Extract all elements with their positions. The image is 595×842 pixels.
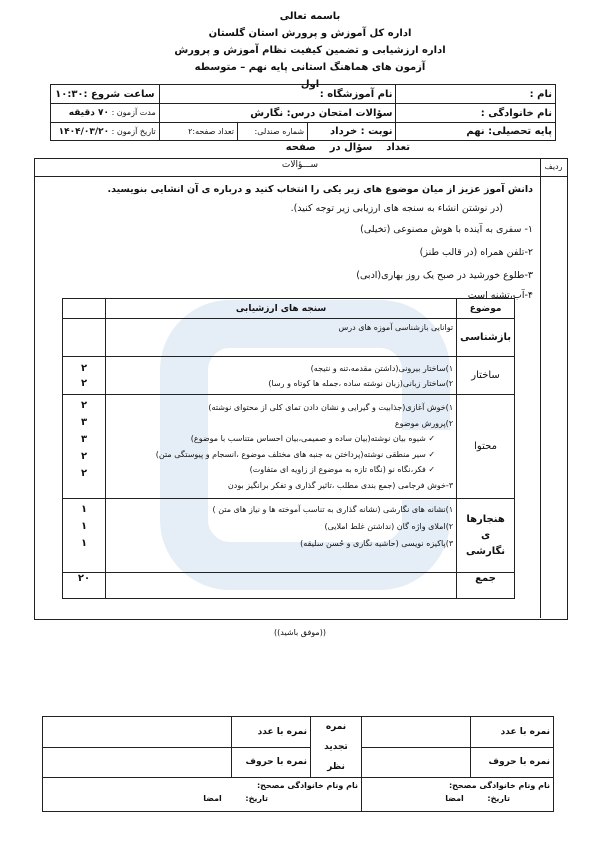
footer-score-num-label: نمره با عدد [471,717,554,748]
row-header: ردیف [544,162,563,171]
questions-title: ســـؤالات [281,160,319,170]
corrector-label: نام ونام خانوادگی مصحح: [256,781,358,790]
footer-revision-num-box[interactable] [43,717,232,748]
corrector-date-sign [46,794,358,803]
seat-cell: شماره صندلی: [237,123,307,141]
rubric-topic-header: موضوع [457,299,515,319]
date-label: تاریخ: [487,794,510,803]
footer-score-num-box[interactable] [362,717,471,748]
intro-line-2: (در نوشتن انشاء به سنجه های ارزیابی زیر توجه کنید). [290,203,503,214]
rubric-item: ۱)ساختار بیرونی(داشتن مقدمه،تنه و نتیجه) [310,363,454,373]
rubric-score: ۲ [80,468,88,479]
rubric-topic-structure: ساختار [457,357,515,395]
rubric-total-label: جمع [457,573,515,599]
footer-revision-num-label: نمره با عدد [232,717,311,748]
row-column-divider [540,158,541,618]
rubric-scores-content [63,395,106,499]
footer-score-word-label: نمره با حروف [471,747,554,778]
school-name-cell: نام آموزشگاه : [159,85,396,104]
rubric-score: ۱ [80,538,88,549]
page-count-cell: تعداد صفحه:۲ [159,123,237,141]
topic-item-4: ۴-آب،تشنه است [467,290,533,301]
check-icon: ✓ [425,434,436,443]
sign-label: امضا [203,794,222,803]
rubric-topic-content: محتوا [457,395,515,499]
rubric-items-writing-norms [106,499,457,573]
rubric-item: ۲)ساختار زبانی(زبان نوشته ساده ،جمله ها کوتاه و رسا) [268,378,454,388]
rubric-scores-structure [63,357,106,395]
rubric-item: ۲)املای واژه گان (نداشتن غلط املایی) [324,522,454,531]
rubric-items-structure [106,357,457,395]
rubric-criteria-header: سنجه های ارزشیابی [106,299,457,319]
rubric-subitem: ✓ فکر،نگاه نو (نگاه تازه به موضوع از زاویه ای متفاوت) [249,465,436,474]
rubric-score: ۱ [80,504,88,515]
footer-score-word-box[interactable] [362,747,471,778]
footer-table [42,716,554,812]
header-line-1: اداره کل آموزش و پرورش استان گلستان [208,28,412,39]
student-name-cell[interactable]: نام : [396,85,556,104]
footer-corrector-2[interactable] [43,778,362,812]
footer-revision-word-box[interactable] [43,747,232,778]
rubric-item: ۱)نشانه های نگارشی (نشانه گذاری به تناسب آموخته ها و نیاز های متن ) [212,505,454,514]
student-family-cell[interactable]: نام خانوادگی : [396,104,556,123]
rubric-table [62,298,515,599]
check-icon: ✓ [425,449,436,459]
intro-line-1: دانش آموز عزیز از میان موضوع های زیر یکی را انتخاب کنید و درباره ی آن انشایی بنویسید. [107,184,533,195]
rubric-score: ۱ [80,521,88,532]
rubric-score: ۳ [80,417,88,428]
rubric-item: ۳-خوش فرجامی (جمع بندی مطلب ،تاثیر گذاری و تفکر برانگیز بودن [227,480,454,490]
rubric-score [63,319,106,357]
date-label: تاریخ آزمون : [111,126,156,136]
header-line-3: آزمون های هماهنگ استانی پایه نهم – متوسطه اول [194,62,426,90]
topic-item-1: ۱- سفری به آینده با هوش مصنوعی (تخیلی) [360,224,533,235]
rubric-item: توانایی بازشناسی آموزه های درس [106,319,457,357]
rubric-item: ۲)پرورش موضوع [394,418,454,428]
rubric-subitem: ✓ سیر منطقی نوشته(پرداختن به جنبه های مختلف موضوع ،انسجام و پیوستگی متن) [155,449,436,459]
questions-header-divider [34,176,567,177]
document-header [174,8,446,93]
rubric-score: ۲ [80,377,88,389]
rubric-topic-writing-norms: هنجارها ی نگارشی [457,499,515,573]
closing-text: ((موفق باشید)) [274,628,326,637]
rubric-score: ۲ [80,451,88,462]
basmala: باسمه تعالی [279,11,341,22]
date-value: ۱۴۰۴/۰۳/۲۰ [58,126,110,137]
rubric-items-content [106,395,457,499]
sign-label: امضا [445,794,464,803]
start-time-cell: ساعت شروع :۱۰:۳۰ [51,85,160,104]
duration-label: مدت آزمون : [111,108,156,117]
duration-value: ۷۰ دقیقه [68,108,110,118]
topic-item-2: ۲-تلفن همراه (در قالب طنز) [419,247,533,258]
subject-cell: سؤالات امتحان درس: نگارش [159,104,396,123]
rubric-score: ۲ [80,400,88,411]
rubric-topic-recognition: بازشناسی [457,319,515,357]
corrector-label: نام ونام خانوادگی مصحح: [448,781,550,790]
rubric-score: ۳ [80,434,88,445]
footer-corrector-1[interactable] [362,778,554,812]
info-table [50,84,556,141]
rubric-item: ۳)پاکیزه نویسی (حاشیه نگاری و حُسن سلیقه) [300,539,454,548]
rubric-subitem: ✓ شیوه بیان نوشته(بیان ساده و صمیمی،بیان احساس متناسب با موضوع) [190,434,436,443]
topic-item-3: ۳-طلوع خورشید در صبح یک روز بهاری(ادبی) [356,270,533,281]
date-label: تاریخ: [245,794,268,803]
footer-revision-word-label: نمره با حروف [232,747,311,778]
topics-list [93,218,533,305]
turn-cell: نوبت : خرداد [308,123,396,141]
rubric-score: ۲ [80,362,88,374]
rubric-total-score: ۲۰ [63,573,106,599]
rubric-total-empty [106,573,457,599]
rubric-scores-writing-norms [63,499,106,573]
grade-cell: پایه تحصیلی: نهم [396,123,556,141]
question-count-line: تعداد سؤال در صفحه [285,142,410,153]
rubric-score-header [63,299,106,319]
header-line-2: اداره ارزشیابی و تضمین کیفیت نظام آموزش و پرورش [174,45,446,56]
date-cell [51,123,160,141]
corrector-date-sign [365,794,550,803]
rubric-item: ۱)خوش آغازی(جذابیت و گیرایی و نشان دادن تمای کلی از محتوای نوشته) [208,403,454,412]
duration-cell [51,104,160,123]
check-icon: ✓ [425,465,436,474]
footer-revision-label: نمره تجدید نظر [311,717,362,778]
